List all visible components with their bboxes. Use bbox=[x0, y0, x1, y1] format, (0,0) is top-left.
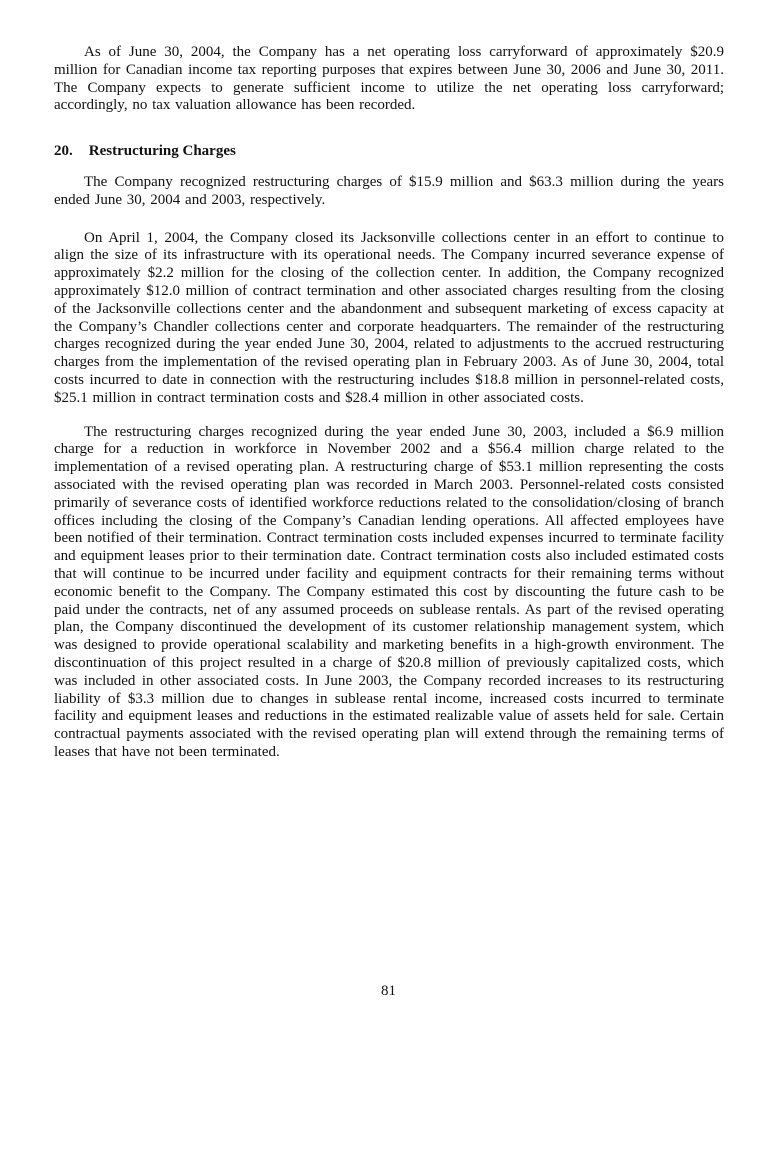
section-title: Restructuring Charges bbox=[88, 143, 236, 160]
section-number: 20. bbox=[54, 143, 73, 160]
page-number: 81 bbox=[381, 983, 396, 999]
paragraph-nol-carryforward: As of June 30, 2004, the Company has a net operating loss carryforward of approximately $20.9 million for Canadian income tax reporting purposes that expires between June 30, 2006 and June 30, 2011. The Company expects to generate sufficient income to utilize the net operating loss carryforward; accordingly, no tax valuation allowance has been recorded. bbox=[54, 44, 724, 114]
section-heading bbox=[54, 143, 724, 161]
paragraph-restructuring-charges-summary: The Company recognized restructuring charges of $15.9 million and $63.3 million during the years ended June 30, 2004 and 2003, respectively. bbox=[54, 173, 724, 208]
paragraph-fy2003-restructuring: The restructuring charges recognized during the year ended June 30, 2003, included a $6.9 million charge for a reduction in workforce in November 2002 and a $56.4 million charge related to the implementation of a revised operating plan. A restructuring charge of $53.1 million representing the costs associated with the revised operating plan was recorded in March 2003. Personnel-related costs consisted primarily of severance costs of identified workforce reductions related to the consolidation/closing of branch offices including the closing of the Company’s Canadian lending operations. All affected employees have been notified of their termination. Contract termination costs included expenses incurred to terminate facility and equipment leases prior to their termination date. Contract termination costs also included estimated costs that will continue to be incurred under facility and equipment contracts for their remaining terms without economic benefit to the Company. The Company estimated this cost by discounting the future cash to be paid under the contracts, net of any assumed proceeds on sublease rentals. As part of the revised operating plan, the Company discontinued the development of its customer relationship management system, which was designed to provide operational scalability and marketing benefits in a high-growth environment. The discontinuation of this project resulted in a charge of $20.8 million of previously capitalized costs, which was included in other associated costs. In June 2003, the Company recorded increases to its restructuring liability of $3.3 million due to changes in sublease rental income, increased costs incurred to terminate facility and equipment leases and reductions in the estimated realizable value of assets held for sale. Certain contractual payments associated with the revised operating plan will extend through the remaining terms of leases that have not been terminated. bbox=[54, 423, 724, 760]
paragraph-jacksonville-closing: On April 1, 2004, the Company closed its Jacksonville collections center in an effort to continue to align the size of its infrastructure with its operational needs. The Company incurred severance expense of approximately $2.2 million for the closing of the collection center. In addition, the Company recognized approximately $12.0 million of contract termination and other associated charges resulting from the closing of the Jacksonville collections center and the abandonment and subsequent marketing of excess capacity at the Company’s Chandler collections center and corporate headquarters. The remainder of the restructuring charges recognized during the year ended June 30, 2004, related to adjustments to the accrued restructuring charges from the implementation of the revised operating plan in February 2003. As of June 30, 2004, total costs incurred to date in connection with the restructuring includes $18.8 million in personnel-related costs, $25.1 million in contract termination costs and $28.4 million in other associated costs. bbox=[54, 229, 724, 406]
